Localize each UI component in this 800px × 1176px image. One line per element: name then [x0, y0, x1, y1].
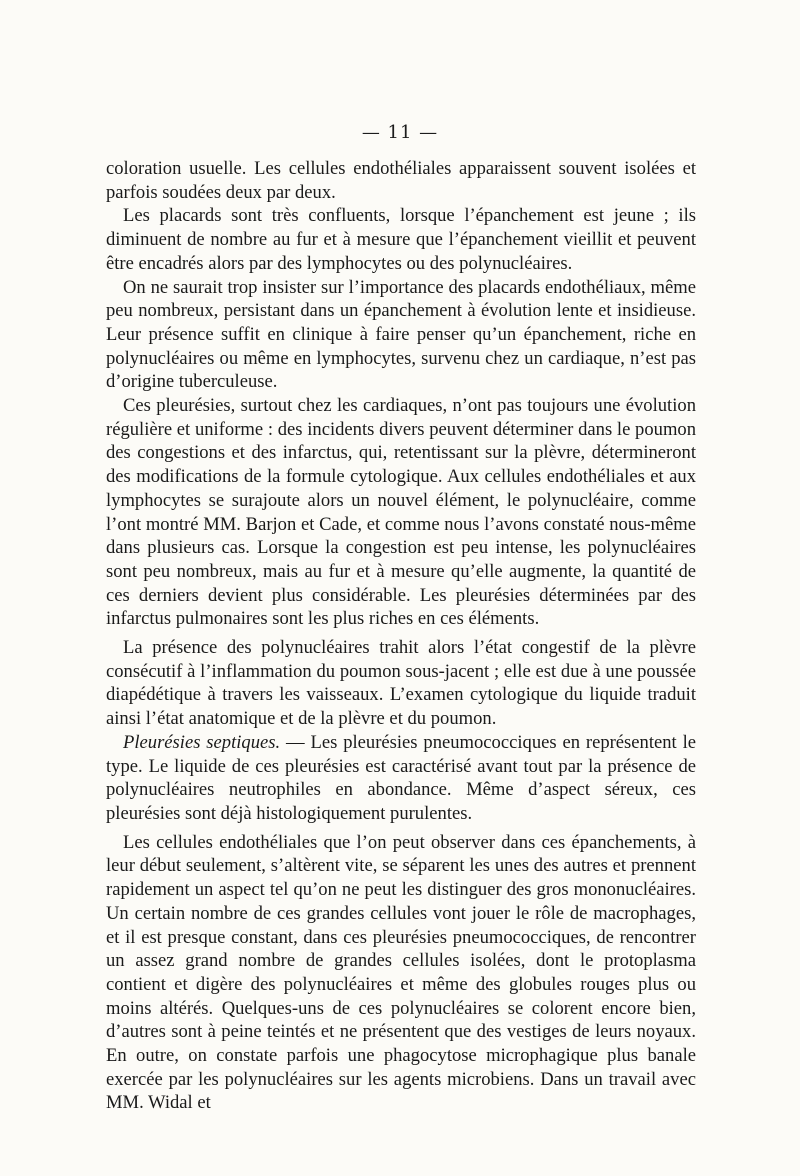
- paragraph-3: On ne saurait trop insister sur l’importance des placards endothéliaux, même peu nombreux, persistant dans un épanchement à évolution lente et insidieuse. Leur présence suffit en clinique à faire penser qu’un épanchement, riche en polynucléaires ou même en lymphocytes, survenu chez un cardiaque, n’est pas d’origine tuberculeuse.: [106, 276, 696, 393]
- paragraph-1: coloration usuelle. Les cellules endothéliales apparaissent souvent isolées et parfois soudées deux par deux.: [106, 158, 696, 203]
- body-text: [106, 157, 696, 1115]
- paragraph-5: La présence des polynucléaires trahit alors l’état congestif de la plèvre consécutif à l’inflammation du poumon sous-jacent ; elle est due à une poussée diapédétique à travers les vaisseaux. L’examen cytologique du liquide traduit ainsi l’état anatomique et de la plèvre et du poumon.: [106, 637, 696, 730]
- paragraph-6: [106, 731, 696, 826]
- paragraph-2: Les placards sont très confluents, lorsque l’épanchement est jeune ; ils diminuent de nombre au fur et à mesure que l’épanchement vieillit et peuvent être encadrés alors par des lymphocytes ou des polynucléaires.: [106, 205, 696, 274]
- page-number: — 11 —: [361, 122, 439, 143]
- paragraph-6-text: — Les pleurésies pneumococciques en représentent le type. Le liquide de ces pleurésies est caractérisé avant tout par la présence de polynucléaires neutrophiles en abondance. Même d’aspect séreux, ces pleurésies sont déjà histologiquement purulentes.: [106, 731, 697, 824]
- paragraph-4: Ces pleurésies, surtout chez les cardiaques, n’ont pas toujours une évolution régulière et uniforme : des incidents divers peuvent déterminer dans le poumon des congestions et des infarctus, qui, retentissant sur la plèvre, détermineront des modifications de la formule cytologique. Aux cellules endothéliales et aux lymphocytes se surajoute alors un nouvel élément, le polynucléaire, comme l’ont montré MM. Barjon et Cade, et comme nous l’avons constaté nous-même dans plusieurs cas. Lorsque la congestion est peu intense, les polynucléaires sont peu nombreux, mais au fur et à mesure qu’elle augmente, la quantité de ces derniers devient plus considérable. Les pleurésies déterminées par des infarctus pulmonaires sont les plus riches en ces éléments.: [106, 395, 696, 630]
- section-heading-pleuresies-septiques: Pleurésies septiques.: [123, 731, 281, 753]
- paragraph-7: Les cellules endothéliales que l’on peut observer dans ces épanchements, à leur début seulement, s’altèrent vite, se séparent les unes des autres et prennent rapidement un aspect tel qu’on ne peut les distinguer des gros mononucléaires. Un certain nombre de ces grandes cellules vont jouer le rôle de macrophages, et il est presque constant, dans ces pleurésies pneumococciques, de rencontrer un assez grand nombre de grandes cellules isolées, dont le protoplasma contient et digère des polynucléaires et même des globules rouges plus ou moins altérés. Quelques-uns de ces polynucléaires se colorent encore bien, d’autres sont à peine teintés et ne présentent que des vestiges de leurs noyaux. En outre, on constate parfois une phagocytose microphagique plus banale exercée par les polynucléaires sur les agents microbiens. Dans un travail avec MM. Widal et: [106, 831, 696, 1114]
